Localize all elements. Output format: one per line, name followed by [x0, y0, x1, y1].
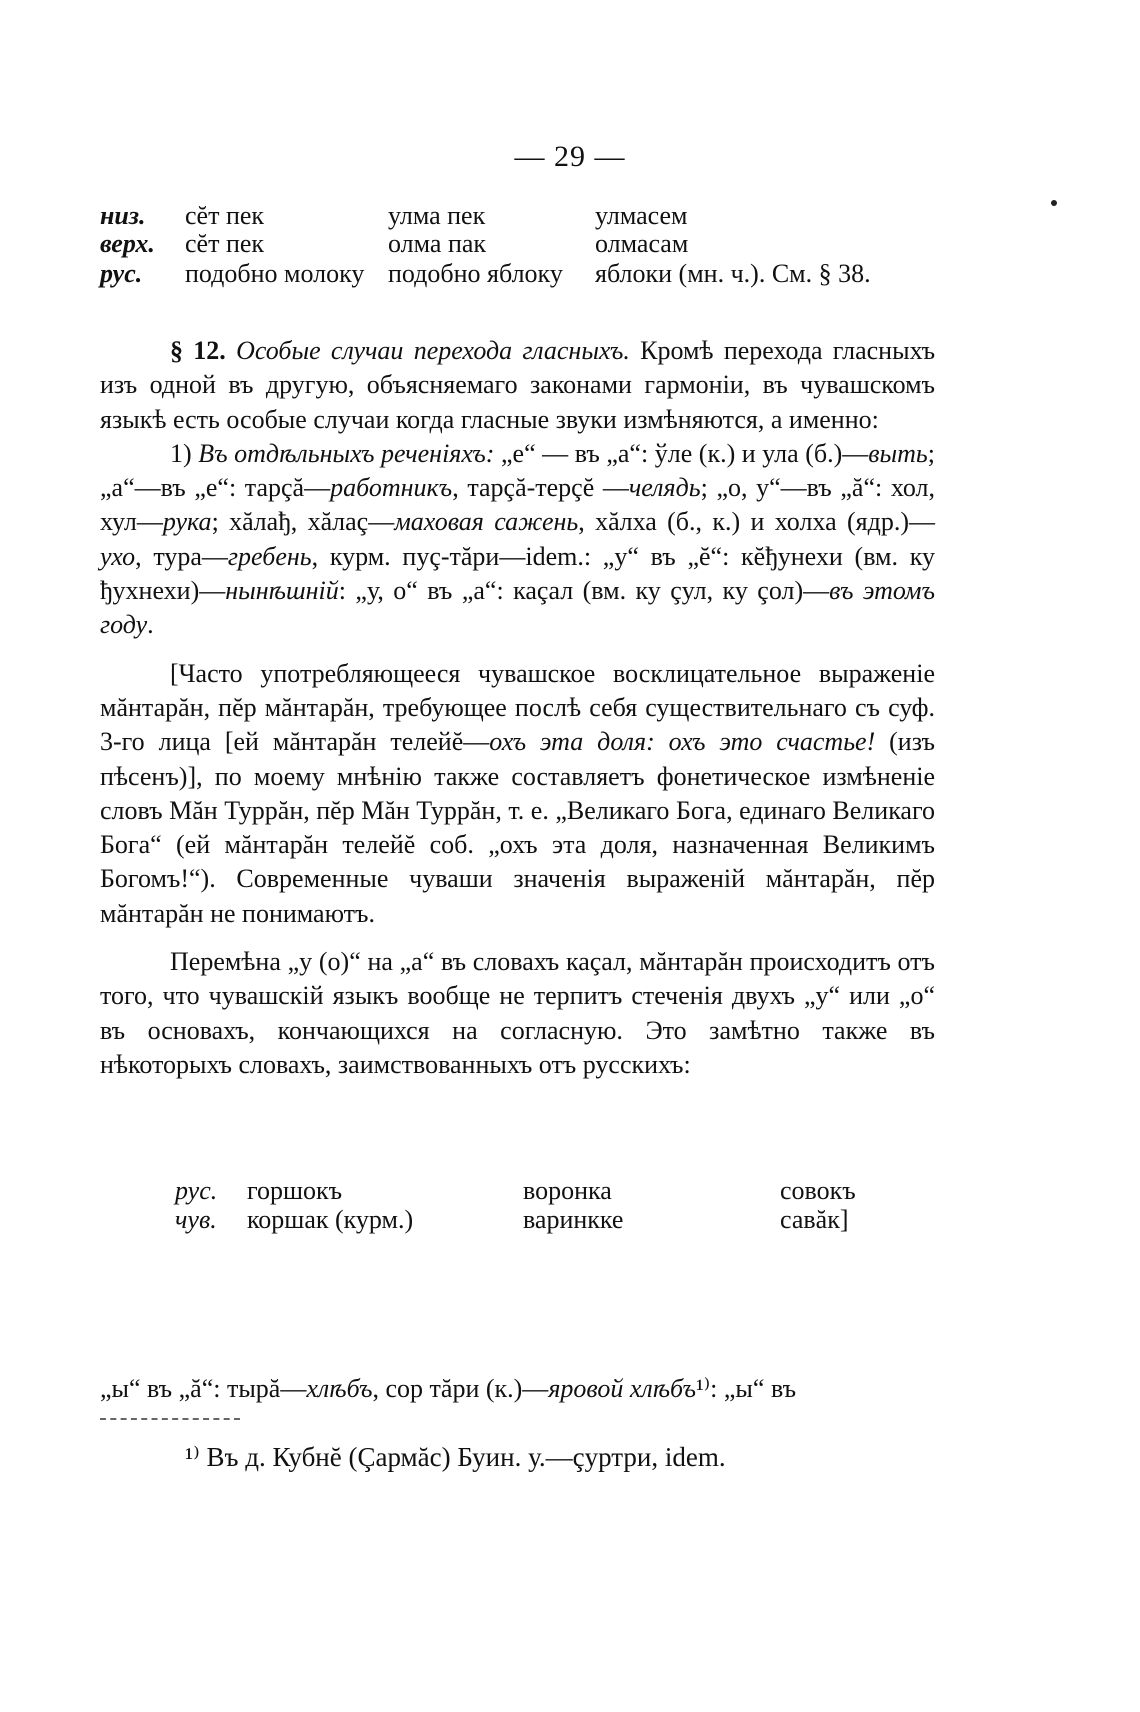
section-intro: Кромѣ перехода гласныхъ изъ одной въ другую, объясняемаго законами гармоніи, въ чувашскомъ языкѣ есть особые случаи когда гласные звуки измѣняются, а именно: [100, 336, 936, 434]
text-run: (изъ пѣсенъ)], по моему мнѣнію также составляетъ фонетическое измѣненіе словъ Мăн Туррăн, пĕр Мăн Туррăн, т. е. „Великаго Бога, единаго Великаго Бога“ (ей мăнтарăн телейĕ соб. „охъ эта доля, назначенная Великимъ Богомъ!“). Современные чуваши значенія выраженій мăнтарăн, пĕр мăнтарăн не понимаютъ. [100, 727, 935, 928]
text-run: , тура— [135, 541, 228, 571]
paragraph-1 [100, 437, 935, 643]
text-run: челядь [628, 473, 701, 503]
cell: улма пек [388, 201, 486, 230]
cell: олмасам [595, 229, 689, 258]
text-run: нынѣшній [225, 576, 339, 606]
section-title: Особые случаи перехода гласныхъ. [236, 336, 630, 365]
footnote-text: Въ д. Кубнĕ (Çармăс) Буин. у.—çуртри, idem. [206, 1442, 726, 1472]
text-run: хлѣбъ [306, 1374, 373, 1403]
text-run: охъ эта доля: охъ это счастье! [489, 727, 876, 757]
row-label: чув. [175, 1205, 217, 1234]
text-run: ; „о, у“—въ „ă“: хол, хул— [100, 473, 935, 537]
text-run: работникъ [330, 473, 453, 503]
cell: совокъ [780, 1176, 856, 1205]
paragraph-2 [100, 657, 935, 931]
text-run: „ы“ въ „ă“: тырă— [100, 1374, 307, 1403]
cell: варинкке [523, 1205, 624, 1234]
section-number: § 12. [170, 336, 226, 365]
continuation-line [100, 1372, 935, 1406]
text-run: ; „а“—въ „е“: тарçă— [100, 438, 935, 503]
text-run: [Часто употребляющееся чувашское восклицательное выраженіе мăнтарăн, пĕр мăнтарăн, требующее послѣ себя существительнаго съ суф. 3-го лица [ей мăнтарăн телейĕ— [100, 658, 935, 757]
row-label: низ. [100, 201, 146, 230]
text-run: ¹⁾: „ы“ въ [695, 1374, 797, 1403]
row-label: рус. [100, 259, 143, 288]
footnote-rule [100, 1418, 240, 1420]
cell: воронка [523, 1176, 612, 1205]
cell: сĕт пек [185, 201, 265, 230]
text-run: „е“ — въ „а“: ўле (к.) и ула (б.)— [494, 438, 869, 468]
text-run: гребень [227, 541, 312, 571]
text-run: , сор тăри (к.)— [372, 1374, 549, 1403]
cell: улмасем [595, 201, 688, 230]
table-row [100, 258, 1000, 290]
cell: сĕт пек [185, 229, 265, 258]
text-run: маховая сажень [394, 507, 579, 537]
cell: яблоки (мн. ч.). См. § 38. [595, 259, 871, 288]
main-text [100, 334, 935, 1082]
cell: подобно яблоку [388, 259, 563, 288]
row-label: рус. [175, 1176, 218, 1205]
ink-speck [1051, 200, 1057, 206]
text-run: , тарçă-терçĕ — [452, 473, 629, 503]
text-run: выть [868, 438, 928, 468]
cell: савăк] [780, 1205, 849, 1234]
text-run: , курм. пуç-тăри—idem.: „у“ въ „ĕ“: кĕђунехи (вм. ку ђухнехи)— [100, 541, 935, 606]
row-label: верх. [100, 229, 155, 258]
text-run: Въ отдѣльныхъ реченіяхъ: [198, 438, 495, 468]
table-row [175, 1205, 875, 1235]
cell: горшокъ [247, 1176, 343, 1205]
cell: подобно молоку [185, 259, 365, 288]
text-run: 1) [170, 438, 199, 468]
cell: олма пак [388, 229, 487, 258]
section-paragraph [100, 334, 935, 437]
text-run: яровой хлѣбъ [548, 1374, 696, 1403]
text-run: , хăлха (б., к.) и холха (ядр.)— [578, 507, 935, 537]
table-row [175, 1176, 875, 1206]
text-run: ухо [100, 541, 136, 571]
paragraph-3: Перемѣна „у (о)“ на „а“ въ словахъ каçал, мăнтарăн происходитъ отъ того, что чувашскій языкъ вообще не терпитъ стеченія двухъ „у“ или „о“ въ основахъ, кончающихся на согласную. Это замѣтно также въ нѣкоторыхъ словахъ, заимствованныхъ отъ русскихъ: [100, 947, 935, 1079]
footnote-marker: ¹⁾ [185, 1442, 200, 1472]
text-run: ; хăлађ, хăлаç— [211, 507, 395, 537]
text-run: въ этомъ году [100, 576, 935, 640]
table-row [100, 228, 1000, 260]
cell: коршак (курм.) [247, 1205, 414, 1234]
text-run: . [147, 610, 154, 640]
footnote [185, 1440, 965, 1474]
page-number: — 29 — [514, 140, 626, 173]
text-run: рука [162, 507, 212, 537]
text-run: : „у, о“ въ „а“: каçал (вм. ку çул, ку çол)— [338, 576, 830, 606]
